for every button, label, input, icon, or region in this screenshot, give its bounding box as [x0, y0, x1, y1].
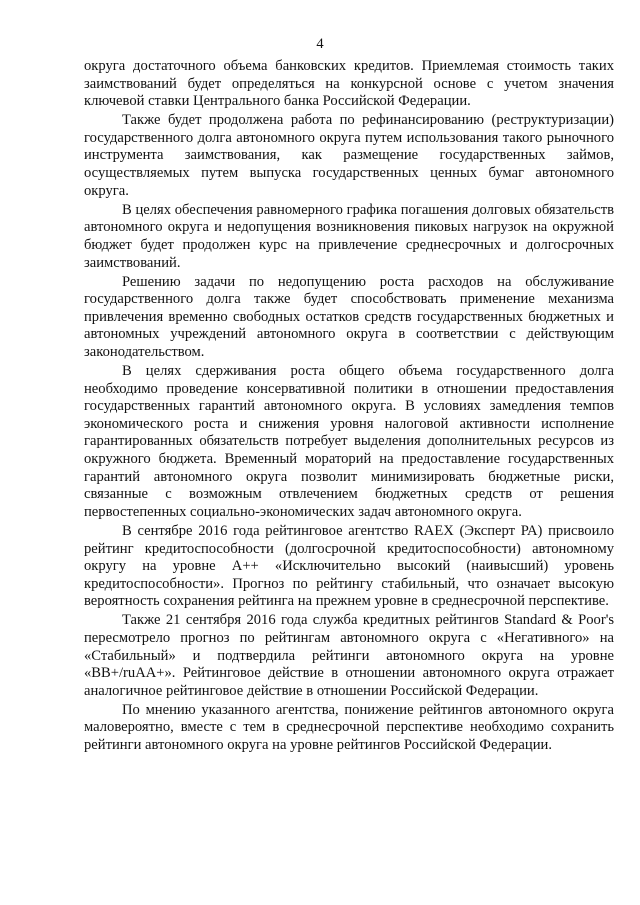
paragraph-repayment-schedule: В целях обеспечения равномерного графика погашения долговых обязательств автономного округа и недопущения возникновения пиковых нагрузок на окружной бюджет будет продолжен курс на привлечение среднесрочных и долгосрочных заимствований.: [84, 201, 614, 271]
paragraph-raex-rating: В сентябре 2016 года рейтинговое агентство RAEX (Эксперт РА) присвоило рейтинг кредитоспособности (долгосрочной кредитоспособности) автономному округу на уровне А++ «Исключительно высокий (наивысший) уровень кредитоспособности». Прогноз по рейтингу стабильный, что означает высокую вероятность сохранения рейтинга на прежнем уровне в среднесрочной перспективе.: [84, 522, 614, 610]
page-number: 4: [316, 36, 324, 52]
paragraph-sp-rating: Также 21 сентября 2016 года служба кредитных рейтингов Standard & Poor's пересмотрело прогноз по рейтингам автономного округа с «Негативного» на «Стабильный» и подтвердила рейтинги автономного округа на уровне «BB+/ruAA+». Рейтинговое действие в отношении автономного округа отражает аналогичное рейтинговое действие в отношении Российской Федерации.: [84, 612, 614, 699]
paragraph-state-guarantees: В целях сдерживания роста общего объема государственного долга необходимо проведение консервативной политики в отношении предоставления государственных гарантий автономного округа. В условиях замедления темпов экономического роста и снижения уровня налоговой активности исполнение гарантированных обязательств потребует выделения дополнительных ресурсов из окружного бюджета. Временный мораторий на предоставление государственных гарантий автономного округа позволит минимизировать бюджетные риски, связанные с возможным отвлечением бюджетных средств от решения первостепенных социально-экономических задач автономного округа.: [84, 363, 614, 520]
paragraph-rating-outlook: По мнению указанного агентства, понижение рейтингов автономного округа маловероятно, вместе с тем в среднесрочной перспективе необходимо сохранить рейтинги автономного округа на уровне рейтингов Российской Федерации.: [84, 701, 614, 754]
paragraph-debt-service: Решению задачи по недопущению роста расходов на обслуживание государственного долга также будет способствовать применение механизма привлечения временно свободных остатков средств государственных бюджетных и автономных учреждений автономного округа в соответствии с действующим законодательством.: [84, 273, 614, 360]
paragraph-refinancing: Также будет продолжена работа по рефинансированию (реструктуризации) государственного долга автономного округа путем использования такого рыночного инструмента заимствования, как размещение государственных займов, осуществляемых путем выпуска государственных ценных бумаг автономного округа.: [84, 112, 614, 199]
paragraph-borrowing-cost: округа достаточного объема банковских кредитов. Приемлемая стоимость таких заимствований будет определяться на конкурсной основе с учетом значения ключевой ставки Центрального банка Российской Федерации.: [84, 58, 614, 110]
document-body: [84, 58, 614, 756]
